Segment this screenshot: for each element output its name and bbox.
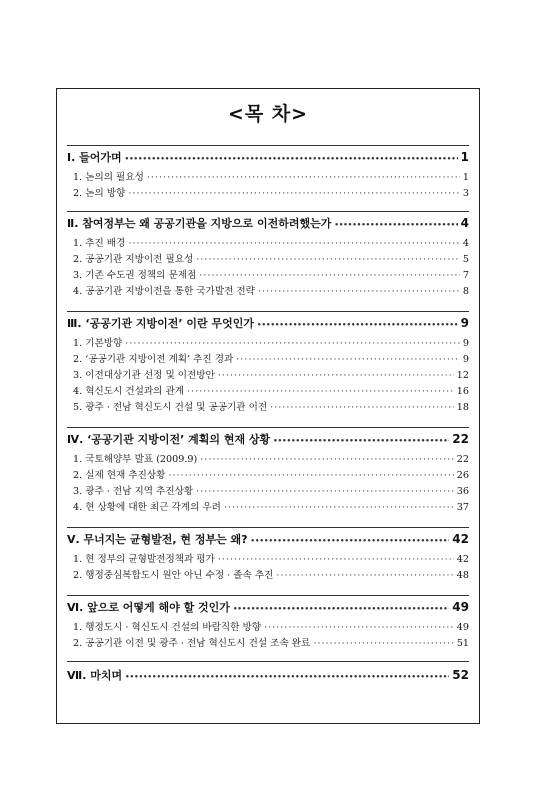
dot-leader xyxy=(270,402,454,413)
dot-leader xyxy=(125,338,460,349)
item-label: 4. 현 상황에 대한 최근 각계의 우려 xyxy=(73,502,221,513)
page-number: 51 xyxy=(456,638,469,649)
page-title: <목 차> xyxy=(227,103,309,125)
dot-leader xyxy=(196,486,454,497)
item-label: 2. 공공기관 이전 및 광주 · 전남 혁신도시 건설 조속 완료 xyxy=(73,638,311,649)
page-number: 22 xyxy=(452,432,469,446)
page-number: 9 xyxy=(460,316,469,330)
toc-item[interactable] xyxy=(67,267,469,281)
section-heading: Ⅰ. 들어가며 xyxy=(67,151,122,164)
toc-item[interactable] xyxy=(67,567,469,581)
section-divider xyxy=(67,595,469,596)
page-number: 49 xyxy=(456,622,469,633)
dot-leader xyxy=(334,217,457,230)
item-label: 2. ‘공공기관 지방이전 계획’ 추진 경과 xyxy=(73,354,234,365)
item-label: 2. 논의 방향 xyxy=(73,188,126,199)
dot-leader xyxy=(125,669,449,682)
toc-item[interactable] xyxy=(67,235,469,249)
item-label: 2. 실제 현재 추진상황 xyxy=(73,470,166,481)
toc-item[interactable] xyxy=(67,635,469,649)
page-number: 4 xyxy=(462,238,469,249)
dot-leader xyxy=(196,254,460,265)
toc-item[interactable] xyxy=(67,619,469,633)
toc-item[interactable] xyxy=(67,551,469,565)
item-label: 5. 광주 · 전남 혁신도시 건설 및 공공기관 이전 xyxy=(73,402,268,413)
toc-item[interactable] xyxy=(67,283,469,297)
page-number: 3 xyxy=(462,188,469,199)
section-heading: Ⅴ. 무너지는 균형발전, 현 정부는 왜? xyxy=(67,533,248,546)
dot-leader xyxy=(128,238,460,249)
table-of-contents xyxy=(57,89,479,723)
page-number: 8 xyxy=(462,286,469,297)
dot-leader xyxy=(233,601,449,614)
item-label: 1. 행정도시 · 혁신도시 건설의 바람직한 방향 xyxy=(73,622,262,633)
toc-item[interactable] xyxy=(67,499,469,513)
toc-section-1[interactable] xyxy=(67,149,469,165)
toc-item[interactable] xyxy=(67,399,469,413)
item-label: 3. 광주 · 전남 지역 추진상황 xyxy=(73,486,194,497)
toc-item[interactable] xyxy=(67,351,469,365)
dot-leader xyxy=(218,554,454,565)
page-number: 37 xyxy=(456,502,469,513)
page-number: 4 xyxy=(460,216,469,230)
toc-section-5[interactable] xyxy=(67,531,469,547)
toc-section-3[interactable] xyxy=(67,315,469,331)
toc-item[interactable] xyxy=(67,185,469,199)
page-number: 12 xyxy=(456,370,469,381)
item-label: 1. 논의의 필요성 xyxy=(73,172,144,183)
toc-item[interactable] xyxy=(67,169,469,183)
item-label: 2. 행정중심복합도시 원안 아닌 수정 · 졸속 추진 xyxy=(73,570,274,581)
page-number: 9 xyxy=(462,354,469,365)
page-number: 22 xyxy=(456,454,469,465)
toc-item[interactable] xyxy=(67,467,469,481)
section-heading: Ⅵ. 앞으로 어떻게 해야 할 것인가 xyxy=(67,601,230,614)
dot-leader xyxy=(236,354,460,365)
page-number: 1 xyxy=(460,150,469,164)
section-divider xyxy=(67,145,469,146)
section-heading: Ⅲ. ‘공공기관 지방이전’ 이란 무엇인가 xyxy=(67,317,255,330)
dot-leader xyxy=(276,570,453,581)
toc-frame xyxy=(56,88,480,724)
page-number: 36 xyxy=(456,486,469,497)
section-divider xyxy=(67,211,469,212)
item-label: 1. 추진 배경 xyxy=(73,238,126,249)
dot-leader xyxy=(199,270,460,281)
item-label: 3. 기존 수도권 정책의 문제점 xyxy=(73,270,197,281)
toc-item[interactable] xyxy=(67,451,469,465)
dot-leader xyxy=(168,470,453,481)
section-divider xyxy=(67,527,469,528)
dot-leader xyxy=(313,638,453,649)
dot-leader xyxy=(264,622,454,633)
toc-section-2[interactable] xyxy=(67,215,469,231)
page-number: 42 xyxy=(456,554,469,565)
dot-leader xyxy=(128,188,460,199)
dot-leader xyxy=(147,172,460,183)
toc-item[interactable] xyxy=(67,367,469,381)
dot-leader xyxy=(187,386,454,397)
page-number: 52 xyxy=(452,668,469,682)
item-label: 1. 기본방향 xyxy=(73,338,123,349)
item-label: 3. 이전대상기관 선정 및 이전방안 xyxy=(73,370,215,381)
toc-section-7[interactable] xyxy=(67,667,469,683)
toc-item[interactable] xyxy=(67,483,469,497)
section-divider xyxy=(67,661,469,662)
item-label: 4. 공공기관 지방이전을 통한 국가발전 전략 xyxy=(73,286,255,297)
page-number: 26 xyxy=(456,470,469,481)
dot-leader xyxy=(224,502,454,513)
item-label: 1. 국토해양부 발표 (2009.9) xyxy=(73,454,198,465)
item-label: 1. 현 정부의 균형발전정책과 평가 xyxy=(73,554,215,565)
dot-leader xyxy=(200,454,454,465)
page-number: 48 xyxy=(456,570,469,581)
dot-leader xyxy=(251,533,450,546)
section-divider xyxy=(67,311,469,312)
toc-item[interactable] xyxy=(67,335,469,349)
page-number: 16 xyxy=(456,386,469,397)
section-heading: Ⅱ. 참여정부는 왜 공공기관을 지방으로 이전하려했는가 xyxy=(67,217,332,230)
page-number: 49 xyxy=(452,600,469,614)
toc-section-4[interactable] xyxy=(67,431,469,447)
dot-leader xyxy=(258,286,460,297)
section-heading: Ⅶ. 마치며 xyxy=(67,669,123,682)
dot-leader xyxy=(218,370,454,381)
page-number: 42 xyxy=(452,532,469,546)
section-divider xyxy=(67,427,469,428)
page-number: 18 xyxy=(456,402,469,413)
toc-section-6[interactable] xyxy=(67,599,469,615)
toc-item[interactable] xyxy=(67,251,469,265)
dot-leader xyxy=(273,433,449,446)
toc-item[interactable] xyxy=(67,383,469,397)
page-number: 5 xyxy=(462,254,469,265)
section-heading: Ⅳ. ‘공공기관 지방이전’ 계획의 현재 상황 xyxy=(67,433,271,446)
dot-leader xyxy=(125,151,458,164)
dot-leader xyxy=(257,317,458,330)
page-number: 1 xyxy=(462,172,469,183)
page-number: 7 xyxy=(462,270,469,281)
item-label: 2. 공공기관 지방이전 필요성 xyxy=(73,254,194,265)
item-label: 4. 혁신도시 건설과의 관계 xyxy=(73,386,184,397)
page-number: 9 xyxy=(462,338,469,349)
